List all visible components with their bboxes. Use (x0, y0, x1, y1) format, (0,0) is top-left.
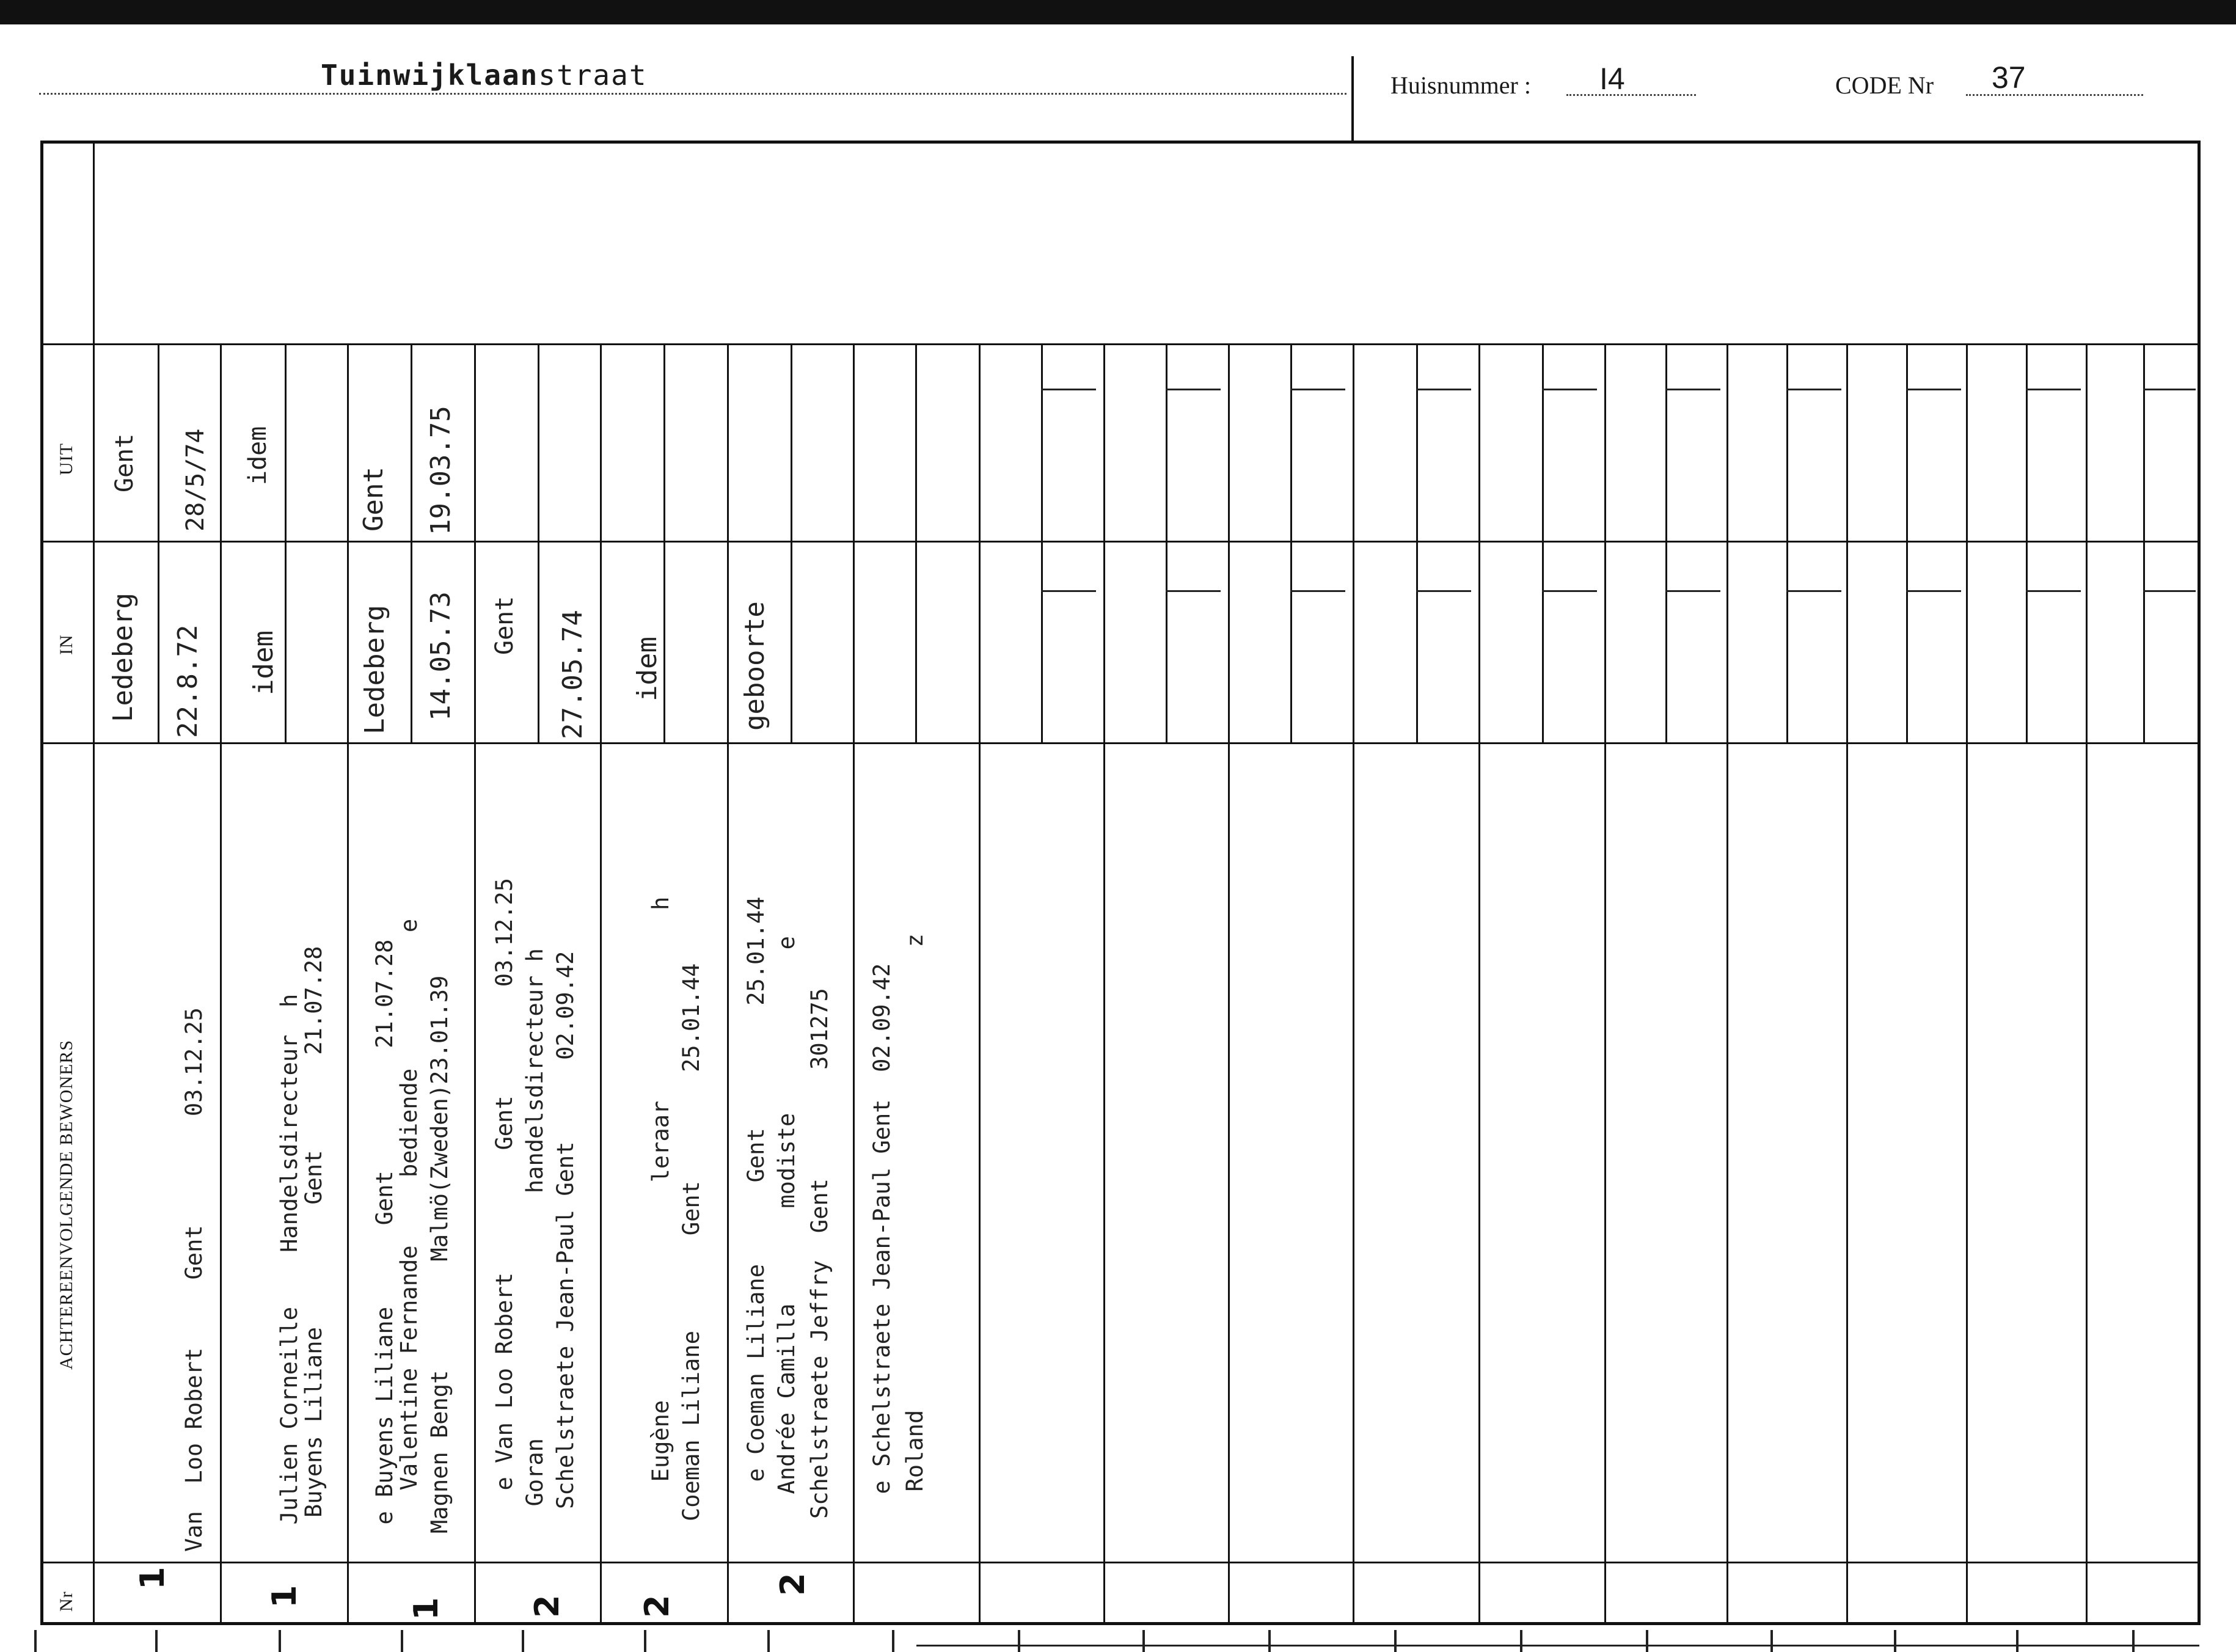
house-number-label: Huisnummer : (1390, 71, 1531, 99)
sub-divider (538, 343, 539, 742)
bottom-margin-tick (1268, 1630, 1271, 1652)
house-number-value: I4 (1599, 62, 1625, 96)
column-divider (1478, 343, 1480, 1622)
uit-place: idem (244, 426, 272, 485)
sub-divider (791, 343, 792, 742)
empty-cell-dash (1041, 590, 1096, 592)
column-divider (1846, 343, 1848, 1622)
bottom-margin-tick (1520, 1630, 1522, 1652)
uit-date: 28/5/74 (181, 428, 210, 532)
in-place: Ledeberg (359, 605, 390, 734)
empty-cell-dash (2143, 389, 2196, 390)
household-number: 1 (265, 1585, 304, 1608)
resident-line: e Coeman Liliane Gent 25.01.44 (743, 896, 769, 1509)
row-divider-residents (43, 742, 2199, 744)
empty-cell-dash (1416, 590, 1471, 592)
street-name-printed: straat (538, 59, 648, 92)
bottom-margin-tick (1894, 1630, 1896, 1652)
column-divider (1103, 343, 1105, 1622)
uit-place: Gent (358, 467, 389, 532)
empty-cell-dash (1542, 389, 1597, 390)
empty-cell-dash (1166, 590, 1221, 592)
household-number: 2 (528, 1595, 566, 1618)
household-number: 1 (407, 1597, 445, 1620)
resident-line: Magnen Bengt Malmö(Zweden)23.01.39 (426, 975, 453, 1533)
sub-divider (158, 343, 159, 742)
uit-section-label: UIT (56, 443, 76, 475)
bottom-margin-tick (1142, 1630, 1145, 1652)
resident-line: Schelstraete Jean-Paul Gent 02.09.42 (552, 951, 579, 1509)
row-divider-uit (43, 343, 2199, 345)
header-separator (1351, 56, 1354, 141)
household-number: 2 (773, 1573, 812, 1596)
sub-divider (1290, 343, 1292, 742)
column-divider (1966, 343, 1968, 1622)
bottom-margin-tick (522, 1630, 524, 1652)
bottom-margin-tick (155, 1630, 158, 1652)
bottom-margin-tick (1394, 1630, 1397, 1652)
in-place: idem (632, 637, 663, 701)
empty-cell-dash (1786, 389, 1841, 390)
in-date: 27.05.74 (557, 610, 588, 739)
column-divider (1228, 343, 1230, 1622)
resident-line: Goran handelsdirecteur h (522, 948, 548, 1533)
sub-divider (1542, 343, 1544, 742)
sub-divider (1786, 343, 1788, 742)
empty-cell-dash (1665, 590, 1720, 592)
in-place: Ledeberg (108, 593, 139, 722)
sub-divider (663, 343, 665, 742)
in-place: geboorte (739, 601, 770, 731)
house-number-dotted-line (1566, 94, 1696, 96)
resident-line: e Van Loo Robert Gent 03.12.25 (491, 878, 517, 1518)
sub-divider (1041, 343, 1043, 742)
empty-cell-dash (1786, 590, 1841, 592)
code-number-label: CODE Nr (1835, 71, 1934, 99)
street-dotted-line (39, 93, 1346, 95)
uit-date: 19.03.75 (425, 406, 456, 535)
column-divider (1604, 343, 1606, 1622)
bottom-margin-tick (1646, 1630, 1648, 1652)
sub-divider (1416, 343, 1418, 742)
resident-line: Roland z (902, 934, 928, 1519)
empty-cell-dash (1665, 389, 1720, 390)
sub-divider (411, 343, 412, 742)
bottom-margin-tick (279, 1630, 281, 1652)
bottom-margin-tick (401, 1630, 403, 1652)
bottom-margin-tick (767, 1630, 770, 1652)
resident-entry (740, 934, 963, 1519)
resident-line: e Buyens Liliane Gent 21.07.28 (371, 939, 398, 1552)
nr-section-label: Nr (56, 1591, 76, 1612)
in-date: 22.8.72 (172, 624, 203, 738)
empty-cell-dash (1416, 389, 1471, 390)
bottom-margin-tick (1018, 1630, 1020, 1652)
column-divider (979, 343, 981, 1622)
empty-cell-dash (2026, 590, 2081, 592)
in-date: 14.05.73 (425, 591, 456, 721)
bottom-margin-tick (892, 1630, 894, 1652)
household-number: 2 (638, 1595, 676, 1618)
empty-cell-dash (1906, 389, 1961, 390)
resident-line: Eugène leraar h (648, 896, 674, 1509)
street-name-value: Tuinwijklaan (321, 59, 539, 92)
resident-line: Schelstraete Jeffry Gent 301275 (806, 988, 833, 1519)
resident-line: Coeman Liliane Gent 25.01.44 (678, 963, 704, 1521)
empty-cell-dash (2143, 590, 2196, 592)
in-section-label: IN (56, 634, 76, 655)
sub-divider (1166, 343, 1167, 742)
resident-line: Van Loo Robert Gent 03.12.25 (181, 1007, 207, 1552)
column-divider (1726, 343, 1728, 1622)
in-place: idem (248, 630, 279, 695)
empty-cell-dash (2026, 389, 2081, 390)
empty-cell-dash (1906, 590, 1961, 592)
bottom-margin-line (916, 1645, 2199, 1647)
residents-section-label: ACHTEREENVOLGENDE BEWONERS (56, 1039, 76, 1370)
resident-line: Julien Corneille Handelsdirecteur h (276, 993, 302, 1552)
column-divider (2086, 343, 2088, 1622)
label-column-separator (93, 144, 95, 1622)
sub-divider (1665, 343, 1667, 742)
bottom-margin-tick (1770, 1630, 1773, 1652)
empty-cell-dash (1166, 389, 1221, 390)
sub-divider (915, 343, 917, 742)
empty-cell-dash (1041, 389, 1096, 390)
resident-line: e Schelstraete Jean-Paul Gent 02.09.42 (869, 963, 895, 1521)
code-number-value: 37 (1992, 60, 2026, 95)
sub-divider (2026, 343, 2028, 742)
resident-line: Buyens Liliane Gent 21.07.28 (301, 946, 327, 1518)
sub-divider (285, 343, 287, 742)
bottom-margin-tick (2132, 1630, 2135, 1652)
in-place: Gent (491, 596, 519, 655)
bottom-margin-tick (2016, 1630, 2019, 1652)
household-number: 1 (133, 1566, 172, 1590)
bottom-margin-tick (644, 1630, 646, 1652)
uit-place: Gent (111, 433, 139, 492)
sub-divider (2143, 343, 2145, 742)
resident-line: Valentine Fernande bediende e (396, 918, 422, 1518)
street-name (321, 59, 648, 92)
resident-line: Andrée Camilla modiste e (773, 936, 800, 1521)
scan-top-border (0, 0, 2236, 24)
row-divider-in (43, 541, 2199, 543)
row-divider-nr (43, 1562, 2199, 1563)
empty-cell-dash (1290, 590, 1345, 592)
sub-divider (1906, 343, 1908, 742)
empty-cell-dash (1542, 590, 1597, 592)
bottom-margin-tick (34, 1630, 37, 1652)
empty-cell-dash (1290, 389, 1345, 390)
column-divider (1353, 343, 1354, 1622)
